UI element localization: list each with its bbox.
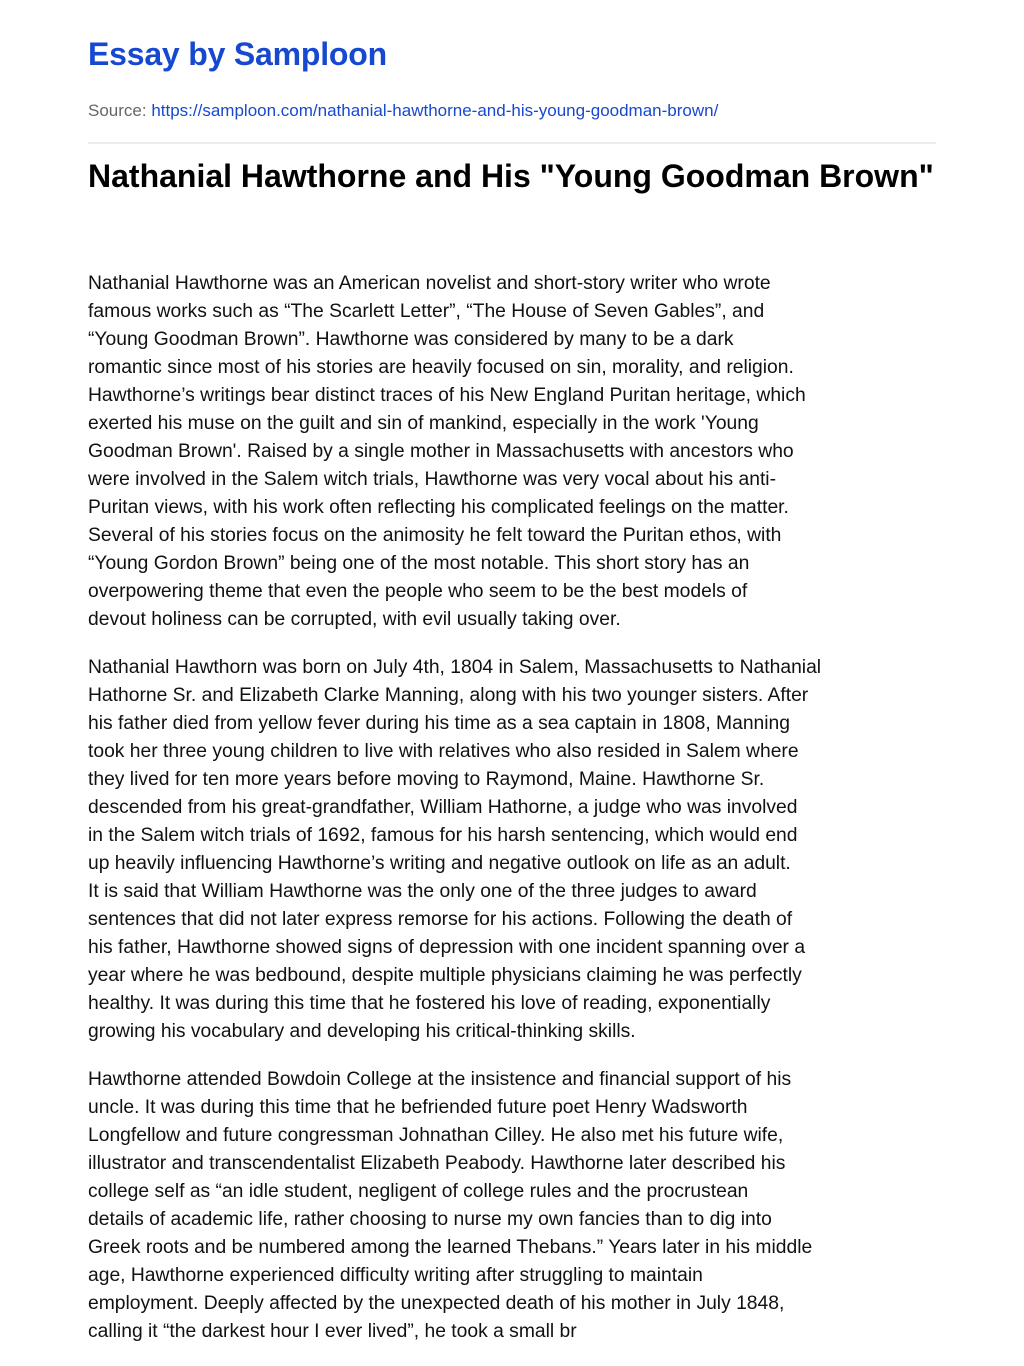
paragraph-line: age, Hawthorne experienced difficulty writing after struggling to maintain bbox=[88, 1265, 703, 1286]
paragraph-line: overpowering theme that even the people who seem to be the best models of bbox=[88, 581, 748, 602]
paragraph-line: Longfellow and future congressman Johnathan Cilley. He also met his future wife, bbox=[88, 1125, 784, 1146]
paragraph-line: up heavily influencing Hawthorne’s writing and negative outlook on life as an adult. bbox=[88, 853, 791, 874]
paragraph-line: illustrator and transcendentalist Elizabeth Peabody. Hawthorne later described his bbox=[88, 1153, 786, 1174]
paragraph-line: Goodman Brown'. Raised by a single mother in Massachusetts with ancestors who bbox=[88, 441, 794, 462]
paragraph-line: Several of his stories focus on the animosity he felt toward the Puritan ethos, with bbox=[88, 525, 782, 546]
source-label: Source: bbox=[88, 101, 147, 120]
paragraph-line: “Young Gordon Brown” being one of the most notable. This short story has an bbox=[88, 553, 750, 574]
essay-title: Nathanial Hawthorne and His "Young Goodman Brown" bbox=[88, 158, 934, 194]
paragraph-line: year where he was bedbound, despite multiple physicians claiming he was perfectly bbox=[88, 965, 802, 986]
paragraph-line: Greek roots and be numbered among the learned Thebans.” Years later in his middle bbox=[88, 1237, 813, 1258]
paragraph-line: employment. Deeply affected by the unexpected death of his mother in July 1848, bbox=[88, 1293, 785, 1314]
source-link[interactable]: https://samploon.com/nathanial-hawthorne-and-his-young-goodman-brown/ bbox=[151, 101, 719, 120]
essay-body bbox=[88, 270, 948, 1366]
paragraph-line: his father died from yellow fever during his time as a sea captain in 1808, Manning bbox=[88, 713, 791, 734]
paragraph-line: devout holiness can be corrupted, with evil usually taking over. bbox=[88, 609, 621, 630]
paragraph-line: Hawthorne attended Bowdoin College at the insistence and financial support of his bbox=[88, 1069, 792, 1090]
paragraph-line: they lived for ten more years before moving to Raymond, Maine. Hawthorne Sr. bbox=[88, 769, 765, 790]
paragraph-line: descended from his great-grandfather, William Hathorne, a judge who was involved bbox=[88, 797, 798, 818]
paragraph-line: “Young Goodman Brown”. Hawthorne was considered by many to be a dark bbox=[88, 329, 734, 350]
paragraph-line: his father, Hawthorne showed signs of depression with one incident spanning over a bbox=[88, 937, 806, 958]
paragraph-line: exerted his muse on the guilt and sin of mankind, especially in the work 'Young bbox=[88, 413, 759, 434]
paragraph-line: calling it “the darkest hour I ever lived”, he took a small br bbox=[88, 1321, 577, 1342]
paragraph-line: college self as “an idle student, negligent of college rules and the procrustean bbox=[88, 1181, 749, 1202]
paragraph-line: Puritan views, with his work often reflecting his complicated feelings on the matter. bbox=[88, 497, 789, 518]
paragraph-line: famous works such as “The Scarlett Letter”, “The House of Seven Gables”, and bbox=[88, 301, 765, 322]
brand-title: Essay by Samploon bbox=[88, 36, 387, 72]
paragraph-line: Nathanial Hawthorne was an American novelist and short-story writer who wrote bbox=[88, 273, 771, 294]
paragraph-line: in the Salem witch trials of 1692, famous for his harsh sentencing, which would end bbox=[88, 825, 798, 846]
paragraph-line: healthy. It was during this time that he fostered his love of reading, exponentially bbox=[88, 993, 771, 1014]
essay-paragraph bbox=[88, 654, 948, 1046]
essay-paragraph bbox=[88, 270, 948, 634]
paragraph-line: details of academic life, rather choosing to nurse my own fancies than to dig into bbox=[88, 1209, 772, 1230]
paragraph-line: were involved in the Salem witch trials, Hawthorne was very vocal about his anti- bbox=[88, 469, 777, 490]
paragraph-line: uncle. It was during this time that he befriended future poet Henry Wadsworth bbox=[88, 1097, 748, 1118]
paragraph-line: Hathorne Sr. and Elizabeth Clarke Manning, along with his two younger sisters. After bbox=[88, 685, 809, 706]
source-line bbox=[88, 101, 718, 121]
paragraph-line: growing his vocabulary and developing his critical-thinking skills. bbox=[88, 1021, 636, 1042]
paragraph-line: It is said that William Hawthorne was the only one of the three judges to award bbox=[88, 881, 757, 902]
paragraph-line: Nathanial Hawthorn was born on July 4th, 1804 in Salem, Massachusetts to Nathanial bbox=[88, 657, 822, 678]
paragraph-line: Hawthorne’s writings bear distinct traces of his New England Puritan heritage, which bbox=[88, 385, 806, 406]
divider bbox=[88, 142, 936, 144]
paragraph-line: sentences that did not later express remorse for his actions. Following the death of bbox=[88, 909, 793, 930]
paragraph-line: romantic since most of his stories are heavily focused on sin, morality, and religion. bbox=[88, 357, 794, 378]
paragraph-line: took her three young children to live with relatives who also resided in Salem where bbox=[88, 741, 799, 762]
essay-paragraph bbox=[88, 1066, 948, 1346]
